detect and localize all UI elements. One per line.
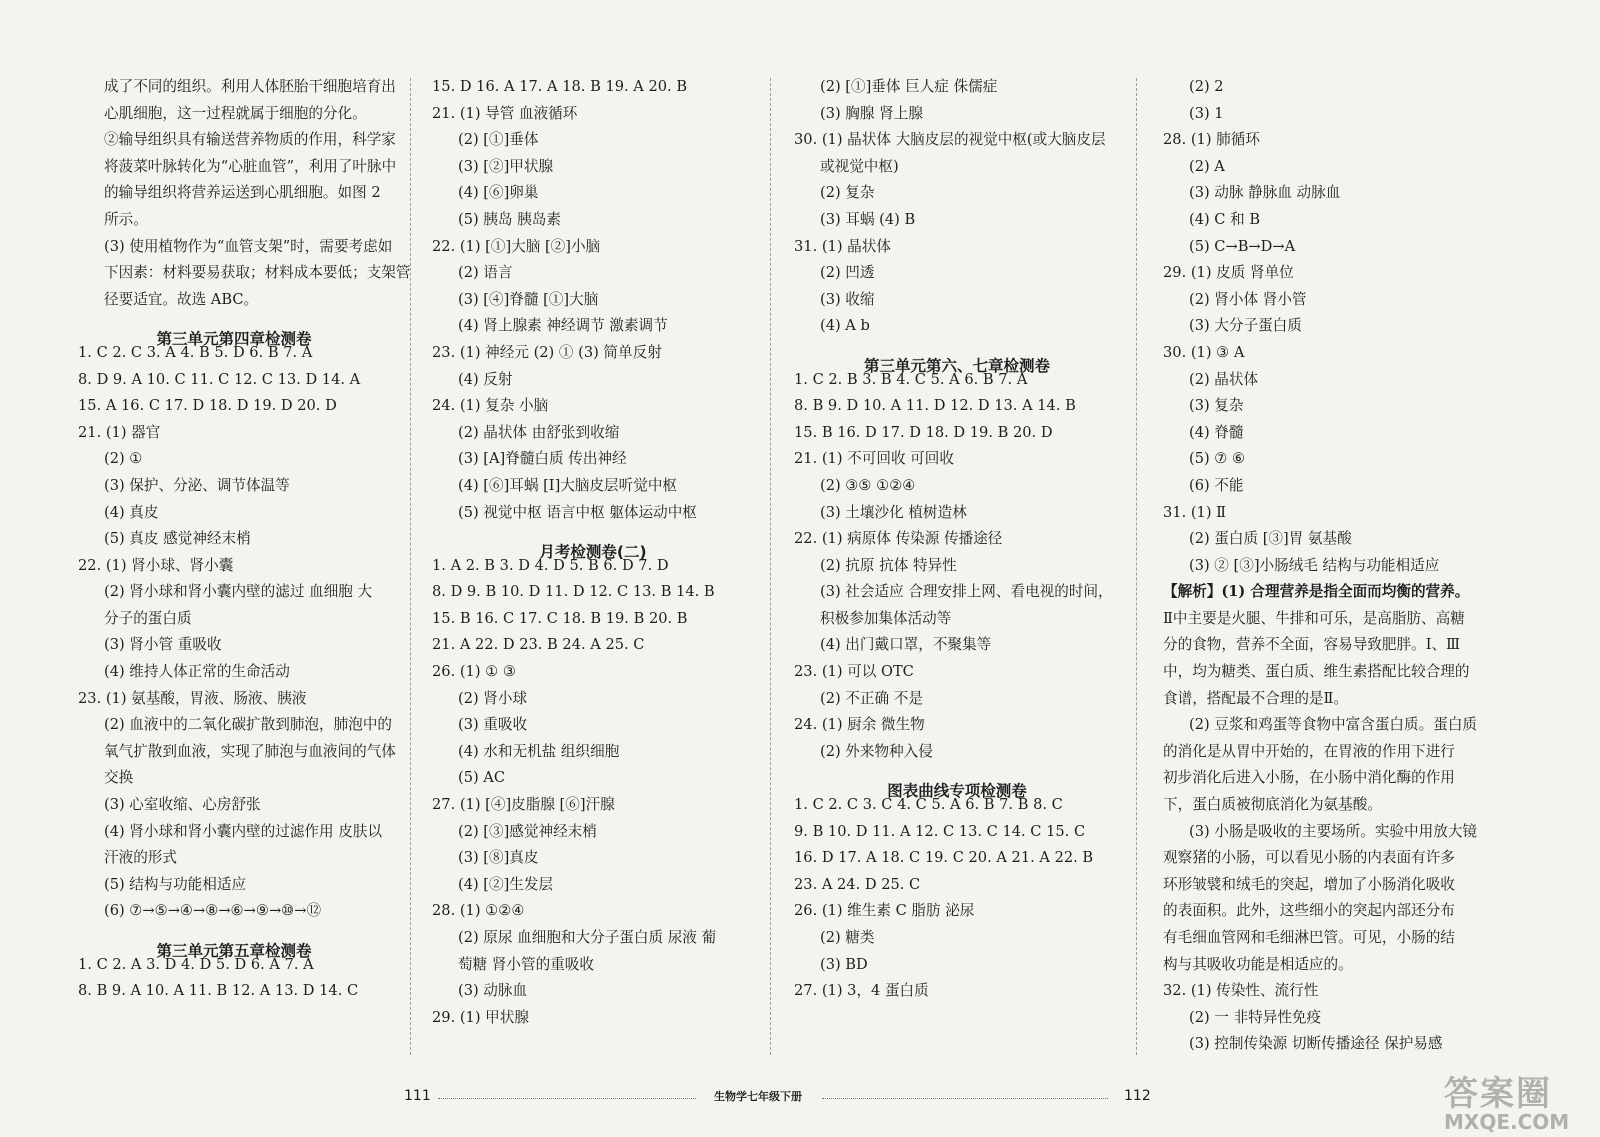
answer-line: (2) 肾小球和肾小囊内壁的滤过 血细胞 大	[104, 583, 373, 601]
answer-line: 22. (1) 肾小球、肾小囊	[78, 556, 234, 574]
answer-line: (3) [④]脊髓 [①]大脑	[458, 290, 599, 308]
answer-line: (2) 肾小球	[458, 689, 528, 707]
answer-line: (4) 肾小球和肾小囊内壁的过滤作用 皮肤以	[104, 822, 383, 840]
answer-line: 有毛细血管网和毛细淋巴管。可见，小肠的结	[1163, 929, 1455, 946]
answer-line: 8. B 9. D 10. A 11. D 12. D 13. A 14. B	[794, 397, 1076, 415]
answer-line: 26. (1) ① ③	[432, 663, 516, 681]
column-4	[1163, 74, 1493, 1058]
answer-line: 的表面积。此外，这些细小的突起内部还分布	[1163, 902, 1455, 920]
answer-line: 31. (1) Ⅱ	[1163, 503, 1227, 521]
answer-line: 21. (1) 不可回收 可回收	[794, 450, 954, 468]
answer-line: (2) 豆浆和鸡蛋等食物中富含蛋白质。蛋白质	[1189, 716, 1478, 734]
answer-line: 或视觉中枢)	[820, 157, 899, 175]
answer-line: 23. (1) 神经元 (2) ① (3) 简单反射	[432, 343, 662, 361]
answer-line: (3) 保护、分泌、调节体温等	[104, 476, 290, 494]
answer-line: (4) A b	[820, 317, 870, 335]
answer-line: (3) 动脉血	[458, 982, 528, 1000]
answer-line: (4) [⑥]卵巢	[458, 184, 539, 202]
answer-line: (2) 糖类	[820, 929, 875, 946]
answer-line: 的消化是从胃中开始的，在胃液的作用下进行	[1163, 742, 1455, 760]
answer-line: (6) ⑦→⑤→④→⑧→⑥→⑨→⑩→⑫	[104, 902, 322, 920]
answer-line: (4) 脊髓	[1189, 423, 1244, 441]
answer-line: (3) 复杂	[1189, 397, 1244, 415]
answer-line: ②输导组织具有输送营养物质的作用，科学家	[104, 131, 396, 149]
answer-line: 将菠菜叶脉转化为“心脏血管”，利用了叶脉中	[104, 157, 397, 175]
answer-line: 积极参加集体活动等	[820, 609, 952, 627]
answer-line: 21. (1) 器官	[78, 423, 161, 441]
answer-line: (3) BD	[820, 955, 868, 973]
answer-line: (2) [①]垂体 巨人症 侏儒症	[820, 78, 998, 95]
page-number-right: 112	[1124, 1088, 1151, 1104]
answer-line: 27. (1) [④]皮脂腺 [⑥]汗腺	[432, 796, 615, 814]
answer-line: 22. (1) [①]大脑 [②]小脑	[432, 237, 601, 255]
answer-line: (4) 维持人体正常的生命活动	[104, 663, 290, 681]
column-3	[794, 74, 1120, 1005]
answer-line: 15. B 16. C 17. C 18. B 19. B 20. B	[432, 609, 688, 627]
answer-line: 16. D 17. A 18. C 19. C 20. A 21. A 22. B	[794, 849, 1094, 867]
column-divider	[770, 78, 771, 1055]
answer-line: 1. A 2. B 3. D 4. D 5. B 6. D 7. D	[432, 556, 669, 574]
answer-line: 构与其吸收功能是相适应的。	[1163, 955, 1353, 973]
book-title: 生物学七年级下册	[714, 1090, 802, 1103]
answer-line: (3) 肾小管 重吸收	[104, 636, 222, 654]
answer-line: 食谱，搭配最不合理的是Ⅱ。	[1163, 689, 1349, 707]
answer-line: (2) 蛋白质 [③]胃 氨基酸	[1189, 530, 1352, 548]
answer-line: 24. (1) 复杂 小脑	[432, 397, 549, 415]
footer-rule	[822, 1098, 1108, 1099]
answer-line: (5) 真皮 感觉神经末梢	[104, 530, 251, 548]
answer-line: (3) 动脉 静脉血 动脉血	[1189, 184, 1341, 202]
answer-line: 1. C 2. C 3. C 4. C 5. A 6. B 7. B 8. C	[794, 796, 1063, 814]
answer-line: (2) A	[1189, 157, 1225, 175]
answer-line: 中，均为糖类、蛋白质、维生素搭配比较合理的	[1163, 663, 1470, 681]
answer-line: (4) 肾上腺素 神经调节 激素调节	[458, 317, 668, 335]
answer-line: (2) 凹透	[820, 264, 875, 282]
column-1	[78, 74, 411, 1005]
answer-line: (3) 使用植物作为“血管支架”时，需要考虑如	[104, 237, 393, 255]
answer-line: 23. A 24. D 25. C	[794, 875, 921, 893]
answer-line: 汗液的形式	[104, 849, 177, 867]
answer-line: 24. (1) 厨余 微生物	[794, 716, 925, 734]
column-2	[432, 74, 754, 1031]
answer-line: 初步消化后进入小肠，在小肠中消化酶的作用	[1163, 769, 1455, 787]
answer-line: 23. (1) 可以 OTC	[794, 663, 914, 681]
answer-line: 的输导组织将营养运送到心肌细胞。如图 2	[104, 184, 381, 202]
answer-line: 8. D 9. B 10. D 11. D 12. C 13. B 14. B	[432, 583, 715, 601]
answer-line: 分的食物，营养不全面，容易导致肥胖。Ⅰ、Ⅲ	[1163, 636, 1461, 654]
answer-line: 15. B 16. D 17. D 18. D 19. B 20. D	[794, 423, 1053, 441]
answer-line: 32. (1) 传染性、流行性	[1163, 982, 1319, 1000]
answer-line: 1. C 2. A 3. D 4. D 5. D 6. A 7. A	[78, 955, 314, 973]
answer-line: (2) 晶状体 由舒张到收缩	[458, 423, 620, 441]
answer-line: (3) 重吸收	[458, 716, 528, 734]
answer-line: (3) 收缩	[820, 290, 875, 308]
answer-line: 下因素：材料要易获取；材料成本要低；支架管	[104, 264, 411, 282]
page-number-left: 111	[404, 1088, 431, 1104]
answer-line: 1. C 2. B 3. B 4. C 5. A 6. B 7. A	[794, 370, 1028, 388]
answer-line: (3) 土壤沙化 植树造林	[820, 503, 967, 521]
answer-line: (4) 真皮	[104, 503, 159, 521]
answer-line: (3) 大分子蛋白质	[1189, 317, 1302, 335]
answer-line: (2) [①]垂体	[458, 131, 539, 149]
answer-line: (3) [⑧]真皮	[458, 849, 539, 867]
analysis-line: 【解析】(1) 合理营养是指全面而均衡的营养。	[1163, 583, 1470, 601]
answer-line: 8. D 9. A 10. C 11. C 12. C 13. D 14. A	[78, 370, 361, 388]
answer-line: (2) ①	[104, 450, 143, 468]
answer-line: (3) ② [③]小肠绒毛 结构与功能相适应	[1189, 556, 1440, 574]
answer-line: 所示。	[104, 210, 148, 228]
answer-line: 下，蛋白质被彻底消化为氨基酸。	[1163, 796, 1382, 814]
answer-line: 29. (1) 皮质 肾单位	[1163, 264, 1294, 282]
answer-line: Ⅱ中主要是火腿、牛排和可乐，是高脂肪、高糖	[1163, 609, 1465, 627]
answer-line: (6) 不能	[1189, 476, 1244, 494]
answer-line: (3) 控制传染源 切断传播途径 保护易感	[1189, 1035, 1443, 1053]
answer-line: 径要适宜。故选 ABC。	[104, 290, 259, 308]
answer-line: 成了不同的组织。利用人体胚胎干细胞培育出	[104, 78, 396, 95]
answer-line: 28. (1) 肺循环	[1163, 131, 1260, 149]
answer-line: (4) [②]生发层	[458, 875, 554, 893]
answer-line: (3) 小肠是吸收的主要场所。实验中用放大镜	[1189, 822, 1478, 840]
answer-line: (4) 出门戴口罩，不聚集等	[820, 636, 992, 654]
answer-line: 30. (1) 晶状体 大脑皮层的视觉中枢(或大脑皮层	[794, 131, 1106, 149]
answer-line: (4) 反射	[458, 370, 513, 388]
answer-line: 23. (1) 氨基酸，胃液、肠液、胰液	[78, 689, 307, 707]
answer-line: 28. (1) ①②④	[432, 902, 525, 920]
answer-line: (2) ③⑤ ①②④	[820, 476, 916, 494]
answer-line: 27. (1) 3，4 蛋白质	[794, 982, 929, 1000]
answer-line: 萄糖 肾小管的重吸收	[458, 955, 594, 973]
answer-line: (3) [②]甲状腺	[458, 157, 554, 175]
answer-line: 8. B 9. A 10. A 11. B 12. A 13. D 14. C	[78, 982, 359, 1000]
answer-line: (2) 2	[1189, 78, 1224, 95]
answer-line: (5) ⑦ ⑥	[1189, 450, 1246, 468]
answer-line: (3) 社会适应 合理安排上网、看电视的时间，	[820, 583, 1113, 601]
answer-line: 9. B 10. D 11. A 12. C 13. C 14. C 15. C	[794, 822, 1086, 840]
answer-line: (5) 视觉中枢 语言中枢 躯体运动中枢	[458, 503, 697, 521]
footer-rule	[438, 1098, 696, 1099]
answer-line: (2) 语言	[458, 264, 513, 282]
answer-line: 心肌细胞，这一过程就属于细胞的分化。	[104, 104, 367, 122]
page-footer	[0, 1088, 1600, 1108]
answer-line: (5) C→B→D→A	[1189, 237, 1296, 255]
column-divider	[1136, 78, 1137, 1055]
watermark-logo	[1444, 1074, 1594, 1135]
watermark-text: 答案圈	[1444, 1074, 1552, 1114]
answer-line: (3) 心室收缩、心房舒张	[104, 796, 261, 814]
answer-line: (2) 复杂	[820, 184, 875, 202]
answer-line: (3) 1	[1189, 104, 1224, 122]
answer-line: (2) 晶状体	[1189, 370, 1259, 388]
section-heading: 第三单元第六、七章检测卷	[863, 356, 1050, 375]
answer-line: 22. (1) 病原体 传染源 传播途径	[794, 530, 1003, 548]
section-heading: 图表曲线专项检测卷	[887, 782, 1027, 801]
answer-line: 1. C 2. C 3. A 4. B 5. D 6. B 7. A	[78, 343, 313, 361]
answer-line: (2) 肾小体 肾小管	[1189, 290, 1307, 308]
answer-line: (2) [③]感觉神经末梢	[458, 822, 597, 840]
section-heading: 第三单元第五章检测卷	[156, 942, 312, 960]
answer-line: (5) AC	[458, 769, 506, 787]
answer-line: 15. D 16. A 17. A 18. B 19. A 20. B	[432, 78, 688, 95]
answer-line: (2) 抗原 抗体 特异性	[820, 556, 957, 574]
section-heading: 月考检测卷(二)	[539, 543, 647, 562]
answer-line: 30. (1) ③ A	[1163, 343, 1245, 361]
answer-line: (3) 耳蜗 (4) B	[820, 210, 916, 228]
answer-line: (5) 胰岛 胰岛素	[458, 210, 561, 228]
answer-line: (4) [⑥]耳蜗 [Ⅰ]大脑皮层听觉中枢	[458, 476, 678, 494]
answer-line: 分子的蛋白质	[104, 609, 192, 627]
column-divider	[410, 78, 411, 1055]
answer-line: (4) 水和无机盐 组织细胞	[458, 742, 620, 760]
answer-line: 31. (1) 晶状体	[794, 237, 891, 255]
answer-line: (2) 血液中的二氧化碳扩散到肺泡，肺泡中的	[104, 716, 393, 734]
answer-line: (2) 外来物种入侵	[820, 742, 933, 760]
answer-line: 氧气扩散到血液，实现了肺泡与血液间的气体	[104, 742, 396, 760]
answer-line: 15. A 16. C 17. D 18. D 19. D 20. D	[78, 397, 337, 415]
answer-line: (2) 原尿 血细胞和大分子蛋白质 尿液 葡	[458, 929, 717, 946]
answer-line: 环形皱襞和绒毛的突起，增加了小肠消化吸收	[1163, 875, 1455, 893]
answer-line: 交换	[104, 769, 134, 787]
watermark-url: MXQE.COM	[1444, 1110, 1570, 1134]
answer-line: (4) C 和 B	[1189, 210, 1261, 228]
answer-line: 21. A 22. D 23. B 24. A 25. C	[432, 636, 645, 654]
answer-line: (3) 胸腺 肾上腺	[820, 104, 923, 122]
section-heading: 第三单元第四章检测卷	[156, 330, 312, 349]
answer-line: 26. (1) 维生素 C 脂肪 泌尿	[794, 902, 975, 920]
answer-line: (2) 不正确 不是	[820, 689, 923, 707]
answer-line: 29. (1) 甲状腺	[432, 1008, 529, 1026]
answer-line: 观察猪的小肠，可以看见小肠的内表面有许多	[1163, 849, 1455, 867]
answer-line: (2) 一 非特异性免疫	[1189, 1008, 1322, 1026]
answer-line: 21. (1) 导管 血液循环	[432, 104, 578, 122]
answer-line: (3) [A]脊髓白质 传出神经	[458, 450, 627, 468]
answer-line: (5) 结构与功能相适应	[104, 875, 247, 893]
